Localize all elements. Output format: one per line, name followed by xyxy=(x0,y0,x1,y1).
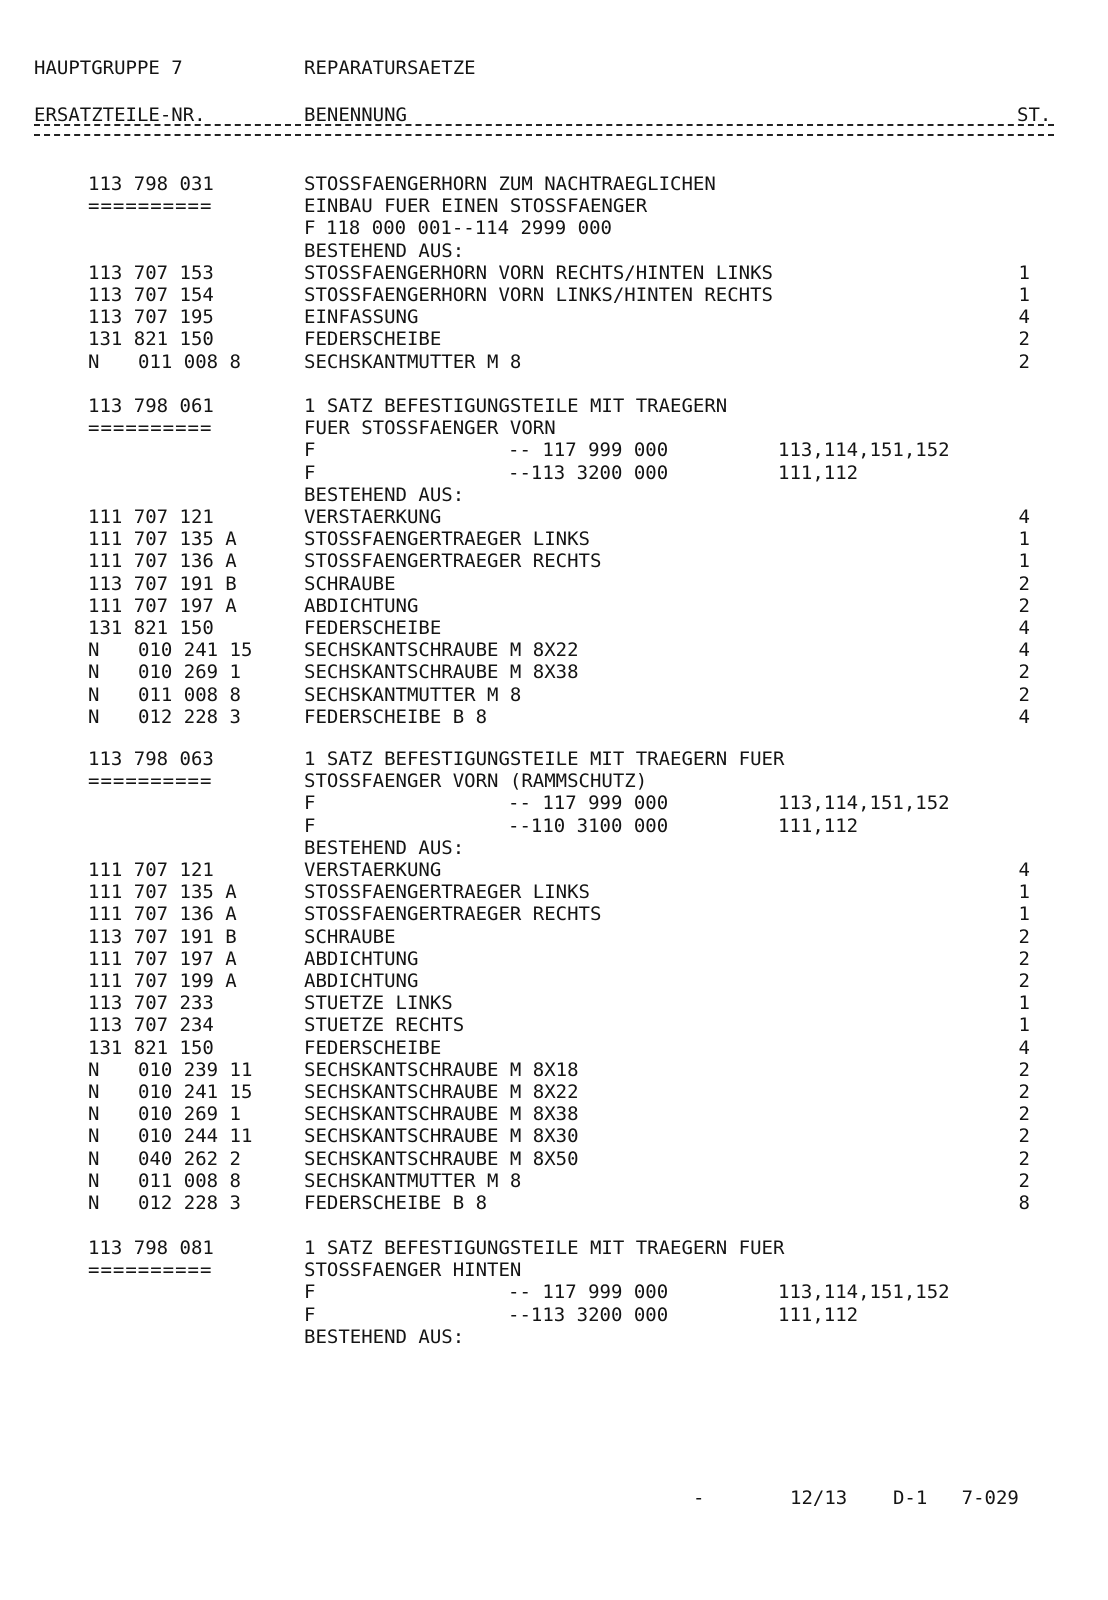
consists-of-row xyxy=(0,484,1108,506)
chassis-range: -- 117 999 000 xyxy=(508,439,669,462)
set-part-number: 113 798 063 xyxy=(88,748,214,770)
part-quantity: 1 xyxy=(1018,903,1030,926)
part-description: VERSTAERKUNG xyxy=(304,506,442,528)
part-number: 010 239 11 xyxy=(138,1058,253,1081)
part-number: 113 707 195 xyxy=(88,306,214,329)
table-row xyxy=(0,595,1108,617)
part-quantity: 2 xyxy=(1018,925,1030,948)
chassis-range-row xyxy=(0,439,1108,461)
table-row xyxy=(0,684,1108,706)
consists-of-label: BESTEHEND AUS: xyxy=(304,483,465,506)
part-description: SECHSKANTSCHRAUBE M 8X38 xyxy=(304,1103,579,1126)
part-quantity: 2 xyxy=(1018,1169,1030,1192)
part-number: 111 707 136 A xyxy=(88,550,237,573)
table-row xyxy=(0,661,1108,683)
part-number: 012 228 3 xyxy=(138,705,241,728)
set-header-row xyxy=(0,395,1108,417)
part-description: STOSSFAENGERHORN VORN RECHTS/HINTEN LINKS xyxy=(304,261,773,284)
part-description: SCHRAUBE xyxy=(304,925,396,948)
part-number: 113 707 191 B xyxy=(88,925,237,948)
part-number: 010 241 15 xyxy=(138,1081,253,1103)
table-row xyxy=(0,639,1108,661)
part-description: STOSSFAENGERTRAEGER LINKS xyxy=(304,528,590,551)
table-row xyxy=(0,881,1108,903)
part-number: 040 262 2 xyxy=(138,1147,241,1170)
part-number: 011 008 8 xyxy=(138,350,241,373)
part-number: 131 821 150 xyxy=(88,617,214,639)
column-header-name: BENENNUNG xyxy=(304,104,407,126)
part-description: SECHSKANTSCHRAUBE M 8X22 xyxy=(304,639,579,662)
table-row xyxy=(0,1081,1108,1103)
part-description: FEDERSCHEIBE B 8 xyxy=(304,705,488,728)
part-quantity: 2 xyxy=(1018,594,1030,617)
header-double-rule xyxy=(34,124,1054,136)
part-number: 010 241 15 xyxy=(138,639,253,662)
table-row xyxy=(0,1103,1108,1125)
set-description: STOSSFAENGER HINTEN xyxy=(304,1259,522,1282)
part-number: 131 821 150 xyxy=(88,328,214,351)
chassis-range: --113 3200 000 xyxy=(508,461,669,484)
part-description: SECHSKANTSCHRAUBE M 8X18 xyxy=(304,1058,579,1081)
set-header-row xyxy=(0,417,1108,439)
chassis-prefix: F xyxy=(304,439,316,462)
table-row xyxy=(0,506,1108,528)
part-quantity: 4 xyxy=(1018,306,1030,329)
consists-of-row xyxy=(0,837,1108,859)
part-description: STOSSFAENGERTRAEGER LINKS xyxy=(304,881,590,904)
chassis-range: 118 000 001--114 2999 000 xyxy=(326,217,612,240)
set-header-row xyxy=(0,1237,1108,1259)
part-description: STOSSFAENGERTRAEGER RECHTS xyxy=(304,550,602,573)
table-row xyxy=(0,1192,1108,1214)
set-description: STOSSFAENGERHORN ZUM NACHTRAEGLICHEN xyxy=(304,173,716,195)
norm-part-prefix: N xyxy=(88,1058,100,1081)
table-row xyxy=(0,903,1108,925)
part-quantity: 1 xyxy=(1018,1014,1030,1037)
footer-code: 7-029 xyxy=(961,1487,1019,1509)
set-description: EINBAU FUER EINEN STOSSFAENGER xyxy=(304,195,648,218)
part-description: STOSSFAENGERHORN VORN LINKS/HINTEN RECHTS xyxy=(304,284,773,306)
norm-part-prefix: N xyxy=(88,1081,100,1103)
table-row xyxy=(0,284,1108,306)
set-header-row xyxy=(0,195,1108,217)
part-quantity: 2 xyxy=(1018,572,1030,595)
set-header-row xyxy=(0,1259,1108,1281)
norm-part-prefix: N xyxy=(88,683,100,706)
part-number: 111 707 121 xyxy=(88,859,214,881)
part-number: 113 707 233 xyxy=(88,992,214,1015)
part-description: ABDICHTUNG xyxy=(304,947,419,970)
table-row xyxy=(0,573,1108,595)
part-number: 111 707 197 A xyxy=(88,594,237,617)
part-quantity: 1 xyxy=(1018,992,1030,1015)
chassis-prefix: F xyxy=(304,217,316,240)
footer-sheet: D-1 xyxy=(892,1487,928,1509)
part-quantity: 2 xyxy=(1018,1081,1030,1103)
table-row xyxy=(0,1014,1108,1036)
part-quantity: 2 xyxy=(1018,661,1030,684)
part-quantity: 4 xyxy=(1018,639,1030,662)
part-description: STUETZE LINKS xyxy=(304,992,453,1015)
consists-of-row xyxy=(0,1326,1108,1348)
chassis-range-row xyxy=(0,815,1108,837)
part-number: 113 707 191 B xyxy=(88,572,237,595)
chassis-range-row xyxy=(0,792,1108,814)
set-header-row xyxy=(0,748,1108,770)
part-quantity: 4 xyxy=(1018,617,1030,639)
model-list: 113,114,151,152 xyxy=(778,1281,950,1304)
consists-of-label: BESTEHEND AUS: xyxy=(304,836,465,859)
part-quantity: 2 xyxy=(1018,970,1030,992)
part-quantity: 4 xyxy=(1018,506,1030,528)
part-quantity: 1 xyxy=(1018,528,1030,551)
table-row xyxy=(0,1037,1108,1059)
norm-part-prefix: N xyxy=(88,1103,100,1126)
part-number: 111 707 135 A xyxy=(88,528,237,551)
table-row xyxy=(0,1170,1108,1192)
table-row xyxy=(0,262,1108,284)
table-row xyxy=(0,926,1108,948)
column-header-nr: ERSATZTEILE-NR. xyxy=(34,104,206,126)
part-quantity: 2 xyxy=(1018,1103,1030,1126)
set-description: FUER STOSSFAENGER VORN xyxy=(304,417,556,440)
part-number: 111 707 121 xyxy=(88,506,214,528)
norm-part-prefix: N xyxy=(88,661,100,684)
part-quantity: 2 xyxy=(1018,683,1030,706)
part-quantity: 2 xyxy=(1018,947,1030,970)
part-number: 111 707 197 A xyxy=(88,947,237,970)
set-number-underline: ========== xyxy=(88,417,213,440)
part-description: VERSTAERKUNG xyxy=(304,859,442,881)
part-number: 113 707 154 xyxy=(88,284,214,306)
consists-of-label: BESTEHEND AUS: xyxy=(304,1325,465,1348)
part-description: SCHRAUBE xyxy=(304,572,396,595)
part-quantity: 2 xyxy=(1018,1147,1030,1170)
chassis-range: -- 117 999 000 xyxy=(508,1281,669,1304)
set-description: 1 SATZ BEFESTIGUNGSTEILE MIT TRAEGERN xyxy=(304,395,728,417)
norm-part-prefix: N xyxy=(88,350,100,373)
table-row xyxy=(0,617,1108,639)
norm-part-prefix: N xyxy=(88,1169,100,1192)
part-description: STUETZE RECHTS xyxy=(304,1014,465,1037)
part-quantity: 2 xyxy=(1018,350,1030,373)
part-description: FEDERSCHEIBE xyxy=(304,328,442,351)
page-footer xyxy=(790,1487,1019,1509)
part-number: 131 821 150 xyxy=(88,1036,214,1059)
model-list: 111,112 xyxy=(778,1303,859,1326)
part-quantity: 1 xyxy=(1018,284,1030,306)
norm-part-prefix: N xyxy=(88,1147,100,1170)
footer-page: 12/13 xyxy=(790,1487,848,1509)
set-part-number: 113 798 081 xyxy=(88,1237,214,1259)
set-number-underline: ========== xyxy=(88,1259,213,1282)
norm-part-prefix: N xyxy=(88,1192,100,1214)
part-quantity: 2 xyxy=(1018,1125,1030,1148)
chassis-prefix: F xyxy=(304,1303,316,1326)
table-row xyxy=(0,351,1108,373)
model-list: 113,114,151,152 xyxy=(778,792,950,815)
part-description: EINFASSUNG xyxy=(304,306,419,329)
part-number: 113 707 234 xyxy=(88,1014,214,1037)
part-number: 012 228 3 xyxy=(138,1192,241,1214)
part-number: 113 707 153 xyxy=(88,261,214,284)
part-number: 111 707 136 A xyxy=(88,903,237,926)
part-quantity: 2 xyxy=(1018,328,1030,351)
part-description: ABDICHTUNG xyxy=(304,594,419,617)
part-description: FEDERSCHEIBE xyxy=(304,1036,442,1059)
part-number: 111 707 199 A xyxy=(88,970,237,992)
set-description: STOSSFAENGER VORN (RAMMSCHUTZ) xyxy=(304,770,648,793)
table-row xyxy=(0,706,1108,728)
part-description: SECHSKANTSCHRAUBE M 8X50 xyxy=(304,1147,579,1170)
set-header-row xyxy=(0,173,1108,195)
norm-part-prefix: N xyxy=(88,639,100,662)
chassis-prefix: F xyxy=(304,792,316,815)
part-quantity: 4 xyxy=(1018,1036,1030,1059)
set-number-underline: ========== xyxy=(88,195,213,218)
part-description: ABDICHTUNG xyxy=(304,970,419,992)
table-row xyxy=(0,306,1108,328)
chassis-prefix: F xyxy=(304,461,316,484)
part-description: SECHSKANTSCHRAUBE M 8X38 xyxy=(304,661,579,684)
part-quantity: 1 xyxy=(1018,550,1030,573)
part-description: FEDERSCHEIBE xyxy=(304,617,442,639)
set-part-number: 113 798 061 xyxy=(88,395,214,417)
part-description: SECHSKANTSCHRAUBE M 8X22 xyxy=(304,1081,579,1103)
part-number: 010 269 1 xyxy=(138,1103,241,1126)
table-row xyxy=(0,1148,1108,1170)
consists-of-label: BESTEHEND AUS: xyxy=(304,239,465,262)
chassis-range-row xyxy=(0,1281,1108,1303)
part-description: SECHSKANTSCHRAUBE M 8X30 xyxy=(304,1125,579,1148)
part-quantity: 4 xyxy=(1018,705,1030,728)
part-number: 011 008 8 xyxy=(138,1169,241,1192)
part-number: 111 707 135 A xyxy=(88,881,237,904)
part-description: FEDERSCHEIBE B 8 xyxy=(304,1192,488,1214)
table-row xyxy=(0,550,1108,572)
table-row xyxy=(0,528,1108,550)
model-list: 111,112 xyxy=(778,814,859,837)
chassis-range-row xyxy=(0,1304,1108,1326)
table-row xyxy=(0,970,1108,992)
table-row xyxy=(0,1059,1108,1081)
consists-of-row xyxy=(0,240,1108,262)
part-description: STOSSFAENGERTRAEGER RECHTS xyxy=(304,903,602,926)
part-description: SECHSKANTMUTTER M 8 xyxy=(304,683,522,706)
part-quantity: 1 xyxy=(1018,881,1030,904)
column-header-qty: ST. xyxy=(1017,104,1052,126)
part-quantity: 1 xyxy=(1018,261,1030,284)
table-row xyxy=(0,1125,1108,1147)
set-description: 1 SATZ BEFESTIGUNGSTEILE MIT TRAEGERN FUER xyxy=(304,748,785,770)
chassis-range: --113 3200 000 xyxy=(508,1303,669,1326)
group-title: REPARATURSAETZE xyxy=(304,57,476,79)
table-row xyxy=(0,992,1108,1014)
part-number: 010 269 1 xyxy=(138,661,241,684)
part-description: SECHSKANTMUTTER M 8 xyxy=(304,1169,522,1192)
part-description: SECHSKANTMUTTER M 8 xyxy=(304,350,522,373)
chassis-range: --110 3100 000 xyxy=(508,814,669,837)
chassis-prefix: F xyxy=(304,814,316,837)
set-description: 1 SATZ BEFESTIGUNGSTEILE MIT TRAEGERN FUER xyxy=(304,1237,785,1259)
part-number: 010 244 11 xyxy=(138,1125,253,1148)
part-quantity: 8 xyxy=(1018,1192,1030,1214)
set-number-underline: ========== xyxy=(88,770,213,793)
part-number: 011 008 8 xyxy=(138,683,241,706)
part-quantity: 4 xyxy=(1018,859,1030,881)
norm-part-prefix: N xyxy=(88,705,100,728)
set-part-number: 113 798 031 xyxy=(88,173,214,195)
chassis-range: -- 117 999 000 xyxy=(508,792,669,815)
chassis-range-row xyxy=(0,462,1108,484)
model-list: 113,114,151,152 xyxy=(778,439,950,462)
table-row xyxy=(0,948,1108,970)
table-row xyxy=(0,328,1108,350)
chassis-range-row xyxy=(0,217,1108,239)
set-header-row xyxy=(0,770,1108,792)
table-row xyxy=(0,859,1108,881)
group-label: HAUPTGRUPPE 7 xyxy=(34,57,183,79)
norm-part-prefix: N xyxy=(88,1125,100,1148)
footer-dash: - xyxy=(693,1487,705,1509)
chassis-prefix: F xyxy=(304,1281,316,1304)
part-quantity: 2 xyxy=(1018,1058,1030,1081)
model-list: 111,112 xyxy=(778,461,859,484)
